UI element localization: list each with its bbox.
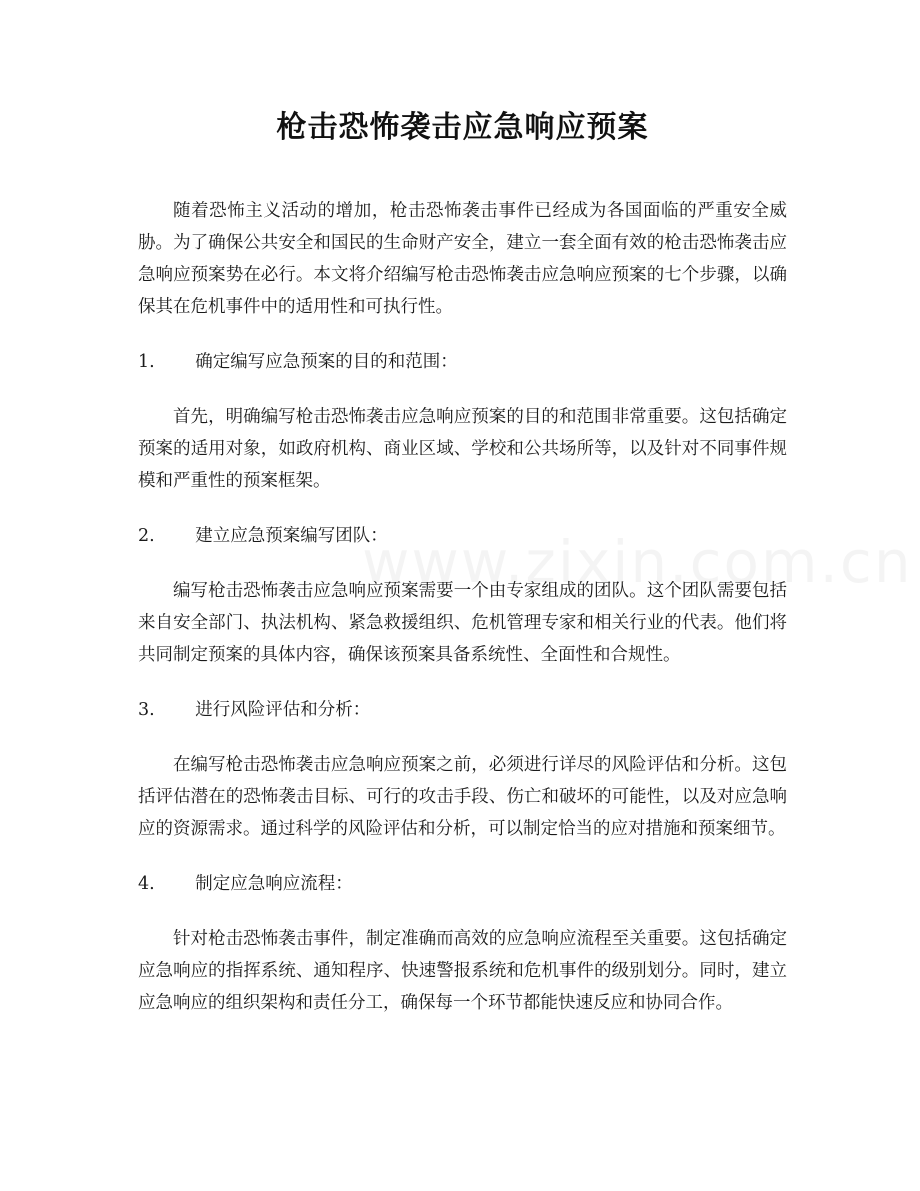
section-1-body: 首先，明确编写枪击恐怖袭击应急响应预案的目的和范围非常重要。这包括确定预案的适用对象，如政府机构、商业区域、学校和公共场所等，以及针对不同事件规模和严重性的预案框架。 xyxy=(138,407,787,491)
section-4-body: 针对枪击恐怖袭击事件，制定准确而高效的应急响应流程至关重要。这包括确定应急响应的指挥系统、通知程序、快速警报系统和危机事件的级别划分。同时，建立应急响应的组织架构和责任分工，确保每一个环节都能快速反应和协同合作。 xyxy=(138,929,787,1013)
section-2-body: 编写枪击恐怖袭击应急响应预案需要一个由专家组成的团队。这个团队需要包括来自安全部门、执法机构、紧急救援组织、危机管理专家和相关行业的代表。他们将共同制定预案的具体内容，确保该预案具备系统性、全面性和合规性。 xyxy=(138,581,787,665)
section-4-heading xyxy=(138,868,787,900)
section-2-number: 2. xyxy=(138,526,155,546)
section-1-heading xyxy=(138,346,787,378)
section-4-number: 4. xyxy=(138,874,155,894)
intro-paragraph: 随着恐怖主义活动的增加，枪击恐怖袭击事件已经成为各国面临的严重安全威胁。为了确保公共安全和国民的生命财产安全，建立一套全面有效的枪击恐怖袭击应急响应预案势在必行。本文将介绍编写枪击恐怖袭击应急响应预案的七个步骤，以确保其在危机事件中的适用性和可执行性。 xyxy=(138,201,787,317)
section-1-number: 1. xyxy=(138,352,155,372)
section-4-heading-text: 制定应急响应流程： xyxy=(195,874,353,894)
section-3-heading xyxy=(138,694,787,726)
section-3-number: 3. xyxy=(138,700,155,720)
section-1-heading-text: 确定编写应急预案的目的和范围： xyxy=(195,352,458,372)
section-3-heading-text: 进行风险评估和分析： xyxy=(195,700,371,720)
section-2-heading-text: 建立应急预案编写团队： xyxy=(195,526,388,546)
section-3-body: 在编写枪击恐怖袭击应急响应预案之前，必须进行详尽的风险评估和分析。这包括评估潜在的恐怖袭击目标、可行的攻击手段、伤亡和破坏的可能性，以及对应急响应的资源需求。通过科学的风险评估和分析，可以制定恰当的应对措施和预案细节。 xyxy=(138,755,787,839)
section-2-heading xyxy=(138,520,787,552)
document-title: 枪击恐怖袭击应急响应预案 xyxy=(276,110,649,145)
